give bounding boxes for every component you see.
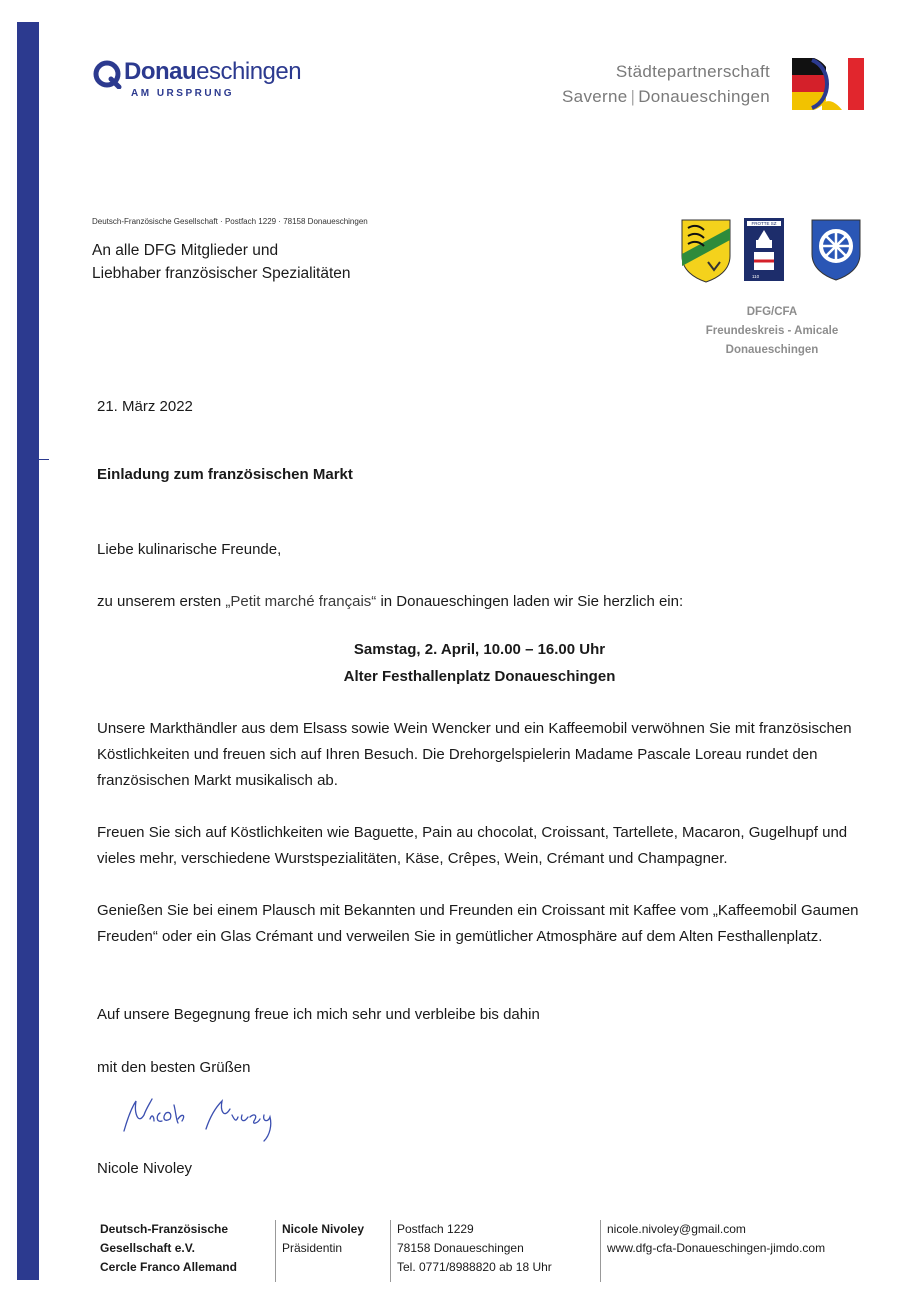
logo-ring-icon [92, 59, 122, 89]
market-name: „Petit marché français“ [225, 593, 377, 610]
logo-tagline: AM URSPRUNG [131, 88, 235, 99]
recipient-block [92, 239, 351, 285]
signer-name: Nicole Nivoley [97, 1160, 193, 1177]
donaueschingen-crest-icon [812, 220, 860, 280]
letter-date: 21. März 2022 [97, 398, 193, 415]
dfg-cfa-block [672, 303, 872, 360]
svg-text:FROTTE SZ: FROTTE SZ [751, 221, 777, 226]
footer-contact [600, 1220, 825, 1282]
coats-of-arms [680, 218, 870, 283]
recipient-line: Liebhaber französischer Spezialitäten [92, 265, 351, 282]
footer-address: Postfach 1229 78158 Donaueschingen Tel. 0771/8988820 ab 18 Uhr [390, 1220, 552, 1282]
handwritten-signature [120, 1095, 295, 1147]
partnership-title: Städtepartnerschaft [615, 62, 770, 81]
partnership-flag-icon [792, 58, 864, 110]
event-location: Alter Festhallenplatz Donaueschingen [343, 668, 616, 685]
logo-wordmark: Donaueschingen [124, 58, 302, 85]
letter-salutation: Liebe kulinarische Freunde, [97, 541, 282, 558]
org-city: Donaueschingen [725, 344, 819, 356]
letter-intro: zu unserem ersten „Petit marché français“ in Donaueschingen laden wir Sie herzlich ein: [97, 593, 684, 610]
partnership-cities: Saverne | Donaueschingen [562, 87, 770, 106]
saverne-crest-icon [744, 218, 784, 281]
body-paragraph: Unsere Markthändler aus dem Elsass sowie Wein Wencker und ein Kaffeemobil verwöhnen Sie mit französischen Köstlichkeiten und freuen sich auf Ihren Besuch. Die Drehorgelspielerin Madame Pascale Loreau rundet den französischen Markt musikalisch ab. [97, 720, 852, 789]
footer-website-link[interactable]: www.dfg-cfa-Donaueschingen-jimdo.com [607, 1241, 826, 1255]
footer-email-link[interactable]: nicole.nivoley@gmail.com [607, 1222, 746, 1236]
left-accent-bar [17, 22, 39, 1280]
body-paragraph: Freuen Sie sich auf Köstlichkeiten wie Baguette, Pain au chocolat, Croissant, Tartellete, Macaron, Gugelhupf und vieles mehr, verschiedene Wurstspezialitäten, Käse, Crêpes, Wein, Crémant und Champagner. [97, 824, 848, 867]
baden-wuerttemberg-crest-icon [682, 220, 730, 282]
footer-organization: Deutsch-Französische Gesellschaft e.V. Cercle Franco Allemand [100, 1222, 237, 1274]
recipient-line: An alle DFG Mitglieder und [92, 242, 279, 259]
letter-subject: Einladung zum französischen Markt [97, 466, 353, 483]
footer-person-name: Nicole Nivoley [282, 1222, 365, 1236]
fold-mark [39, 459, 49, 460]
event-date-time: Samstag, 2. April, 10.00 – 16.00 Uhr [353, 641, 606, 658]
footer-person-role: Präsidentin [282, 1241, 343, 1255]
footer-person [275, 1220, 364, 1282]
closing-greeting: mit den besten Grüßen [97, 1059, 251, 1076]
sender-return-address: Deutsch-Französische Gesellschaft · Postfach 1229 · 78158 Donaueschingen [92, 217, 368, 226]
org-name: Freundeskreis - Amicale [705, 325, 839, 337]
org-abbrev: DFG/CFA [746, 306, 798, 318]
svg-text:110: 110 [752, 274, 760, 279]
body-paragraph: Genießen Sie bei einem Plausch mit Bekannten und Freunden ein Croissant mit Kaffee vom „Kaffeemobil Gaumen Freuden“ oder ein Glas Crémant und verweilen Sie in gemütlicher Atmosphäre auf dem Alten Festhallenplatz. [97, 902, 859, 945]
closing-sentence: Auf unsere Begegnung freue ich mich sehr und verbleibe bis dahin [97, 1006, 540, 1023]
